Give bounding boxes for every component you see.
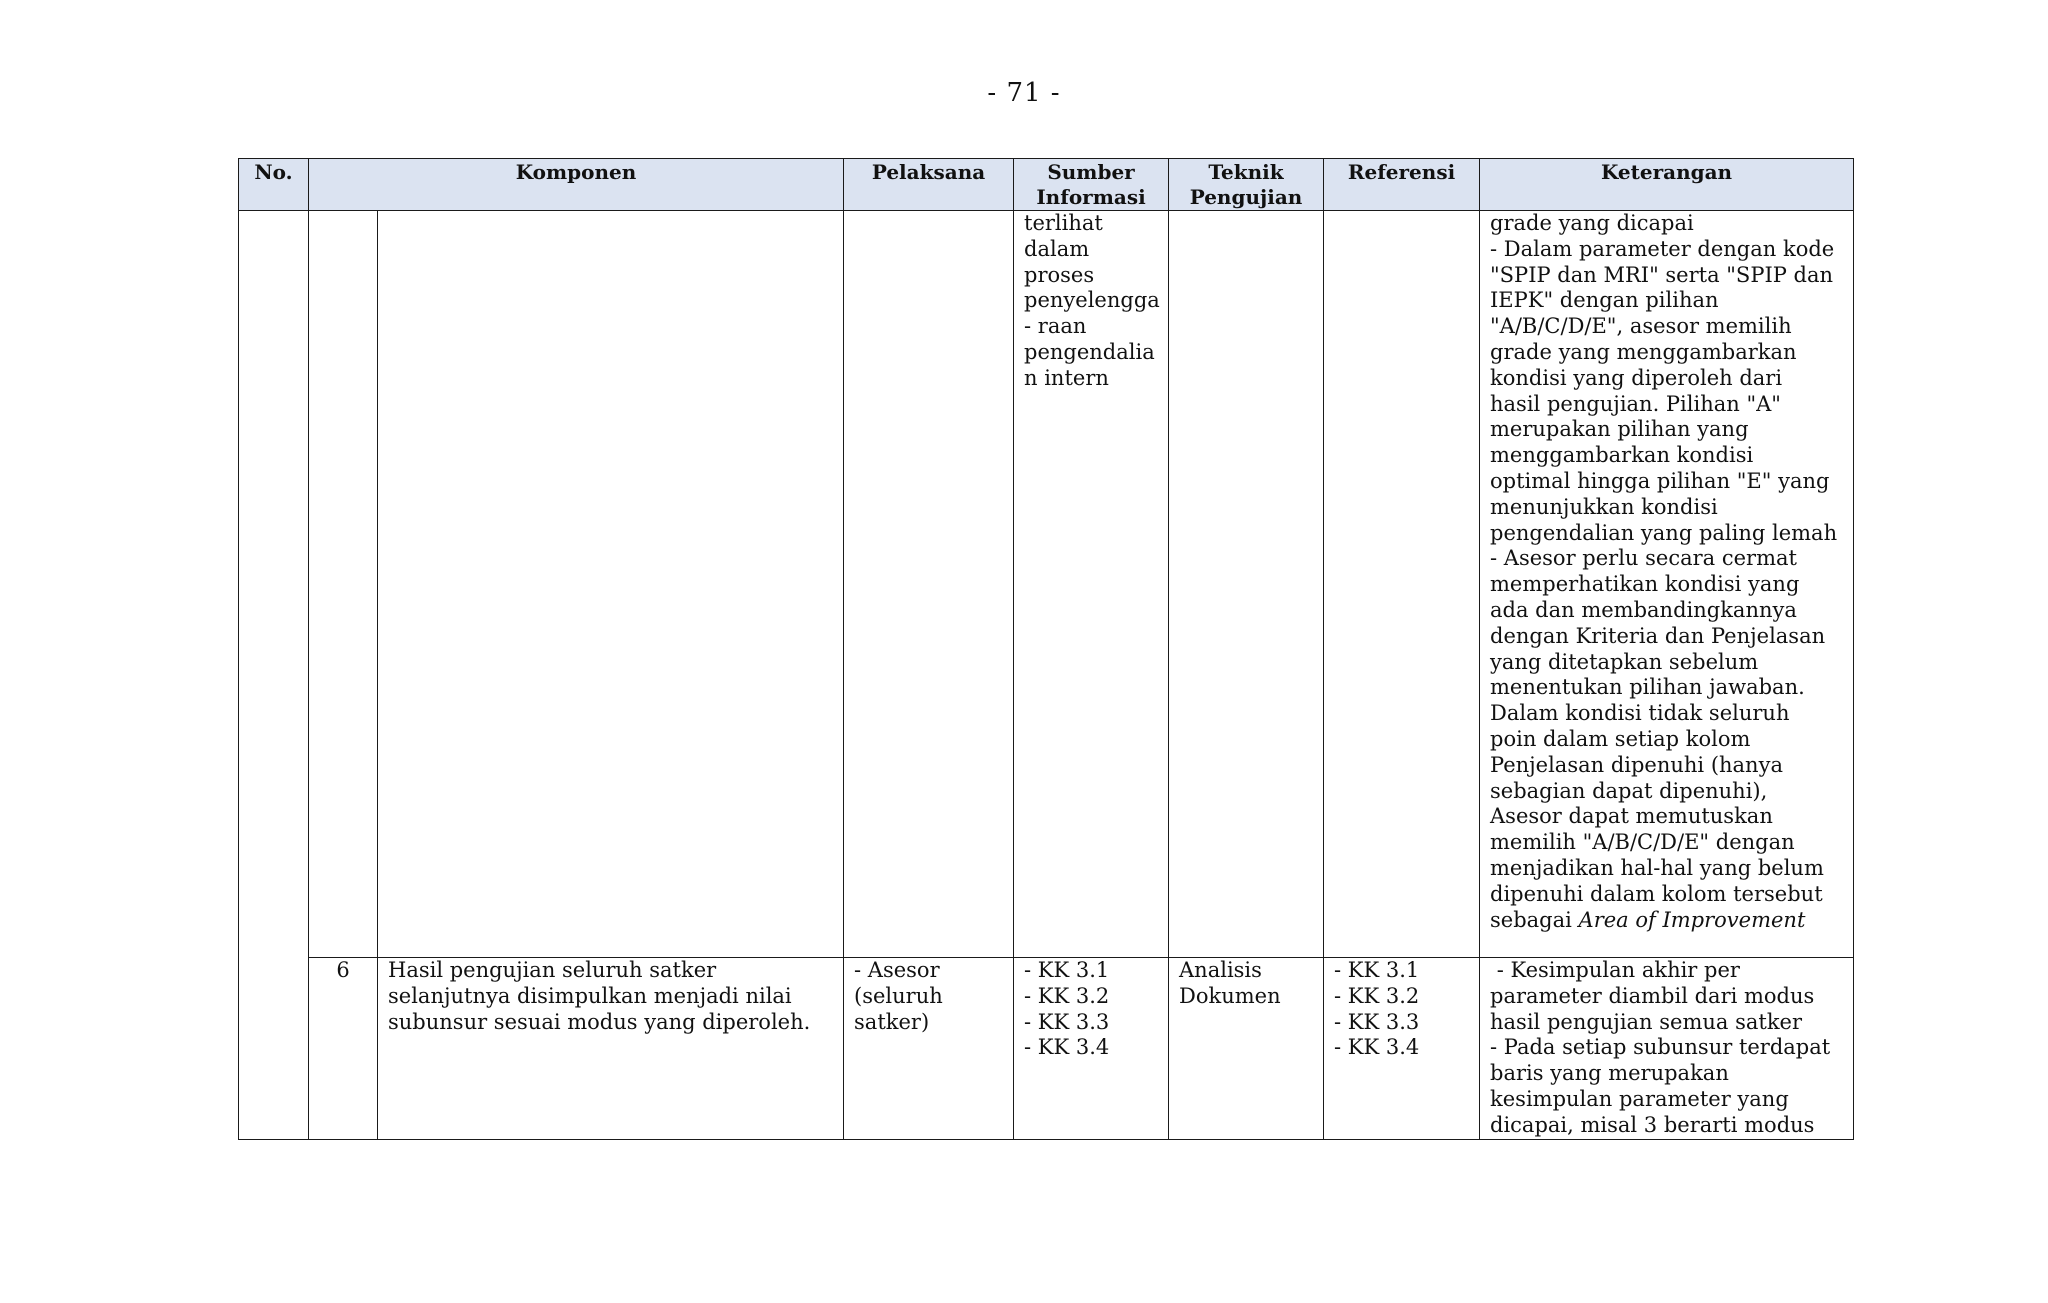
table-row-continuation xyxy=(239,211,1854,958)
area-of-improvement-text: Area of Improvement xyxy=(1578,907,1806,932)
row-6-number: 6 xyxy=(309,958,378,1140)
header-no: No. xyxy=(239,159,309,211)
assessment-table xyxy=(238,158,1854,1140)
row-6-komponen: Hasil pengujian seluruh satker selanjutnya disimpulkan menjadi nilai subunsur sesuai modus yang diperoleh. xyxy=(378,958,844,1140)
header-referensi: Referensi xyxy=(1324,159,1480,211)
sub-number-cell xyxy=(309,211,378,958)
table-row-6 xyxy=(239,958,1854,1140)
header-keterangan: Keterangan xyxy=(1480,159,1854,211)
header-sumber-informasi: Sumber Informasi xyxy=(1014,159,1169,211)
row-6-teknik-pengujian: Analisis Dokumen xyxy=(1169,958,1324,1140)
header-komponen: Komponen xyxy=(309,159,844,211)
header-teknik-pengujian: Teknik Pengujian xyxy=(1169,159,1324,211)
keterangan-cell: grade yang dicapai - Dalam parameter dengan kode "SPIP dan MRI" serta "SPIP dan IEPK" dengan pilihan "A/B/C/D/E", asesor memilih grade yang menggambarkan kondisi yang diperoleh dari hasil pengujian. Pilihan "A" merupakan pilihan yang menggambarkan kondisi optimal hingga pilihan "E" yang menunjukkan kondisi pengendalian yang paling lemah - Asesor perlu secara cermat memperhatikan kondisi yang ada dan membandingkannya dengan Kriteria dan Penjelasan yang ditetapkan sebelum menentukan pilihan jawaban. Dalam kondisi tidak seluruh poin dalam setiap kolom Penjelasan dipenuhi (hanya sebagian dapat dipenuhi), Asesor dapat memutuskan memilih "A/B/C/D/E" dengan menjadikan hal-hal yang belum dipenuhi dalam kolom tersebut sebagai Area of Improvement xyxy=(1480,211,1854,958)
pelaksana-cell xyxy=(844,211,1014,958)
row-6-pelaksana: - Asesor (seluruh satker) xyxy=(844,958,1014,1140)
teknik-pengujian-cell xyxy=(1169,211,1324,958)
row-6-referensi: - KK 3.1 - KK 3.2 - KK 3.3 - KK 3.4 xyxy=(1324,958,1480,1140)
sumber-informasi-cell: terlihat dalam proses penyelengga - raan pengendalia n intern xyxy=(1014,211,1169,958)
referensi-cell xyxy=(1324,211,1480,958)
page-number: - 71 - xyxy=(987,78,1061,108)
row-6-sumber-informasi: - KK 3.1 - KK 3.2 - KK 3.3 - KK 3.4 xyxy=(1014,958,1169,1140)
no-cell xyxy=(239,211,309,1140)
keterangan-last-line: sebagai Area of Improvement xyxy=(1490,907,1806,932)
header-row xyxy=(239,159,1854,211)
row-6-keterangan: - Kesimpulan akhir per parameter diambil dari modus hasil pengujian semua satker - Pada setiap subunsur terdapat baris yang merupakan kesimpulan parameter yang dicapai, misal 3 berarti modus xyxy=(1480,958,1854,1140)
header-pelaksana: Pelaksana xyxy=(844,159,1014,211)
komponen-cell xyxy=(378,211,844,958)
